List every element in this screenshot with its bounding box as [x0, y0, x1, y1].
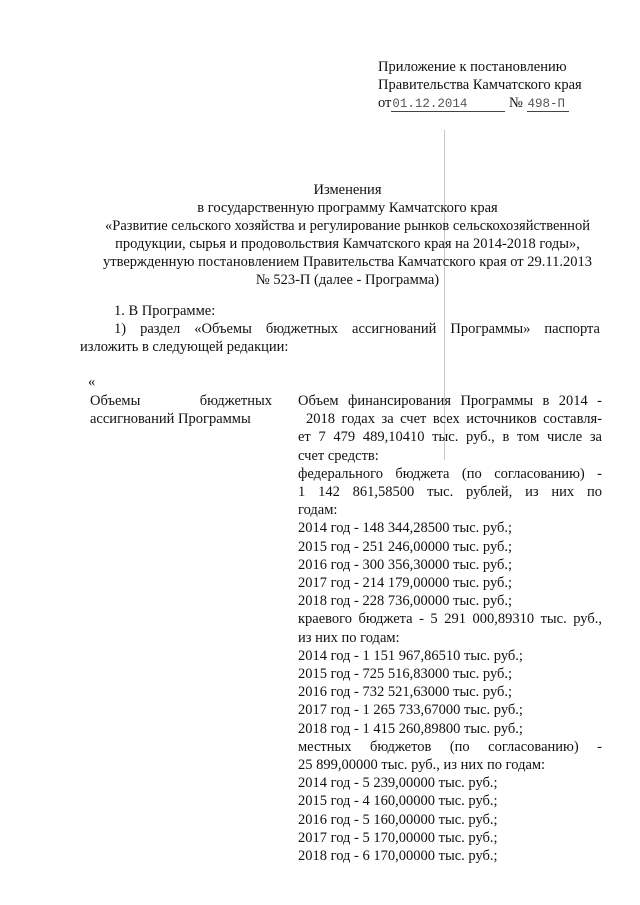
body-line: краевого бюджета - 5 291 000,89310 тыс. руб., [298, 611, 602, 628]
approval-line-2: Правительства Камчатского края [378, 77, 582, 93]
section-body [298, 392, 602, 865]
intro-paragraph-3: изложить в следующей редакции: [80, 339, 289, 355]
title-line-5: утвержденную постановлением Правительства Камчатского края от 29.11.2013 [103, 254, 592, 270]
federal-year-line: 2016 год - 300 356,30000 тыс. руб.; [298, 556, 513, 573]
approval-stamp-block [378, 58, 628, 112]
body-line: местных бюджетов (по согласованию) - [298, 738, 602, 755]
body-line: ет 7 479 489,10410 тыс. руб., в том числе за [298, 429, 602, 446]
date-prefix: от [378, 95, 392, 111]
regional-year-line: 2015 год - 725 516,83000 тыс. руб.; [298, 666, 513, 683]
body-line: Объем финансирования Программы в 2014 - [298, 393, 602, 409]
federal-year-line: 2015 год - 251 246,00000 тыс. руб.; [298, 538, 513, 555]
body-line: счет средств: [298, 447, 379, 464]
approval-line-1: Приложение к постановлению [378, 59, 567, 75]
body-line: 25 899,00000 тыс. руб., из них по годам: [298, 757, 546, 774]
intro-paragraph-2: 1) раздел «Объемы бюджетных ассигнований Программы» паспорта [114, 321, 600, 337]
regional-year-line: 2017 год - 1 265 733,67000 тыс. руб.; [298, 702, 523, 719]
regional-year-line: 2014 год - 1 151 967,86510 тыс. руб.; [298, 647, 523, 664]
date-field: 01.12.2014 [391, 97, 505, 112]
local-year-line: 2014 год - 5 239,00000 тыс. руб.; [298, 775, 498, 792]
opening-quote-mark: « [88, 374, 96, 390]
section-label-line-1: Объемы бюджетных [90, 393, 272, 409]
local-year-line: 2017 год - 5 170,00000 тыс. руб.; [298, 829, 498, 846]
regional-year-line: 2016 год - 732 521,63000 тыс. руб.; [298, 684, 513, 701]
regional-year-line: 2018 год - 1 415 260,89800 тыс. руб.; [298, 720, 523, 737]
body-line: из них по годам: [298, 629, 400, 646]
document-title [80, 181, 615, 289]
title-line-2: в государственную программу Камчатского края [197, 200, 498, 216]
intro-paragraph-1: 1. В Программе: [114, 303, 216, 319]
body-line: годам: [298, 502, 338, 519]
federal-year-line: 2018 год - 228 736,00000 тыс. руб.; [298, 593, 513, 610]
section-label-line-2: ассигнований Программы [90, 411, 251, 427]
title-line-1: Изменения [313, 182, 382, 198]
title-line-3: «Развитие сельского хозяйства и регулирование рынков сельскохозяйственной [105, 218, 590, 234]
federal-year-line: 2014 год - 148 344,28500 тыс. руб.; [298, 520, 513, 537]
title-line-4: продукции, сырья и продовольствия Камчатского края на 2014-2018 годы», [115, 236, 580, 252]
local-year-line: 2015 год - 4 160,00000 тыс. руб.; [298, 793, 498, 810]
local-year-line: 2016 год - 5 160,00000 тыс. руб.; [298, 811, 498, 828]
body-line: 1 142 861,58500 тыс. рублей, из них по [298, 484, 602, 501]
body-line: 2018 годах за счет всех источников составля- [306, 411, 602, 428]
number-field: 498-П [527, 97, 569, 112]
local-year-line: 2018 год - 6 170,00000 тыс. руб.; [298, 848, 498, 865]
federal-year-line: 2017 год - 214 179,00000 тыс. руб.; [298, 575, 513, 592]
title-line-6: № 523-П (далее - Программа) [255, 272, 440, 288]
intro-paragraphs [80, 302, 600, 356]
body-line: федерального бюджета (по согласованию) - [298, 465, 602, 482]
number-prefix: № [509, 95, 523, 111]
approval-date-row [378, 94, 628, 112]
section-label [90, 392, 272, 428]
